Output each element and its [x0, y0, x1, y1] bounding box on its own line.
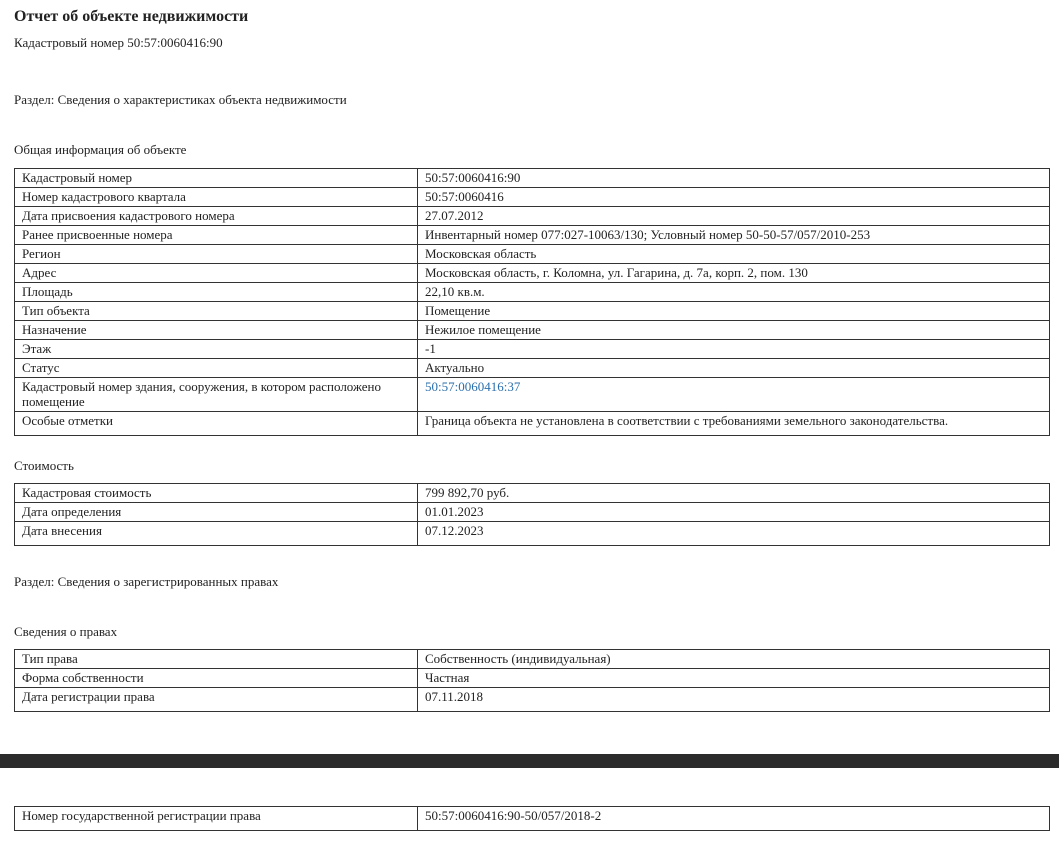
- table-row: [15, 359, 1050, 378]
- row-value: Московская область, г. Коломна, ул. Гагарина, д. 7а, корп. 2, пом. 130: [418, 264, 1050, 283]
- general-info-table: [14, 168, 1050, 436]
- row-value: 50:57:0060416: [418, 188, 1050, 207]
- section-rights-heading: Раздел: Сведения о зарегистрированных правах: [14, 574, 279, 589]
- table-row: [15, 650, 1050, 669]
- rights-heading: Сведения о правах: [14, 624, 118, 639]
- page-break-divider: [0, 754, 1059, 768]
- table-row: [15, 264, 1050, 283]
- page-title: Отчет об объекте недвижимости: [14, 8, 249, 25]
- registration-table: [14, 806, 1050, 831]
- table-row: [15, 484, 1050, 503]
- building-cadastral-link[interactable]: 50:57:0060416:37: [425, 379, 521, 394]
- row-label: Дата определения: [15, 503, 418, 522]
- row-value: -1: [418, 340, 1050, 359]
- row-label: Номер государственной регистрации права: [15, 807, 418, 831]
- table-row: [15, 669, 1050, 688]
- row-value: [418, 378, 1050, 412]
- row-label: Назначение: [15, 321, 418, 340]
- row-label: Адрес: [15, 264, 418, 283]
- row-label: Тип права: [15, 650, 418, 669]
- row-label: Тип объекта: [15, 302, 418, 321]
- row-value: Актуально: [418, 359, 1050, 378]
- row-label: Кадастровый номер: [15, 169, 418, 188]
- table-row: [15, 283, 1050, 302]
- row-label: Особые отметки: [15, 412, 418, 436]
- section-characteristics-heading: Раздел: Сведения о характеристиках объекта недвижимости: [14, 92, 347, 107]
- table-row: [15, 522, 1050, 546]
- row-value: Инвентарный номер 077:027-10063/130; Условный номер 50-50-57/057/2010-253: [418, 226, 1050, 245]
- table-row: [15, 169, 1050, 188]
- table-row: [15, 188, 1050, 207]
- row-label: Номер кадастрового квартала: [15, 188, 418, 207]
- row-value: 50:57:0060416:90-50/057/2018-2: [418, 807, 1050, 831]
- table-row: [15, 503, 1050, 522]
- row-value: 27.07.2012: [418, 207, 1050, 226]
- table-row: [15, 412, 1050, 436]
- row-label: Форма собственности: [15, 669, 418, 688]
- row-value: Помещение: [418, 302, 1050, 321]
- row-value: 01.01.2023: [418, 503, 1050, 522]
- row-value: 22,10 кв.м.: [418, 283, 1050, 302]
- general-info-heading: Общая информация об объекте: [14, 142, 187, 157]
- table-row: [15, 340, 1050, 359]
- rights-table: [14, 649, 1050, 712]
- row-value: Граница объекта не установлена в соответствии с требованиями земельного законодательства.: [418, 412, 1050, 436]
- row-label: Регион: [15, 245, 418, 264]
- row-label: Дата присвоения кадастрового номера: [15, 207, 418, 226]
- table-row: [15, 321, 1050, 340]
- table-row: [15, 688, 1050, 712]
- row-value: Собственность (индивидуальная): [418, 650, 1050, 669]
- row-value: 07.11.2018: [418, 688, 1050, 712]
- table-row: [15, 807, 1050, 831]
- row-label: Дата регистрации права: [15, 688, 418, 712]
- table-row: [15, 378, 1050, 412]
- row-value: Нежилое помещение: [418, 321, 1050, 340]
- cost-table: [14, 483, 1050, 546]
- row-label: Площадь: [15, 283, 418, 302]
- row-value: Частная: [418, 669, 1050, 688]
- row-label: Этаж: [15, 340, 418, 359]
- cadastral-subtitle: Кадастровый номер 50:57:0060416:90: [14, 35, 223, 50]
- table-row: [15, 302, 1050, 321]
- row-value: 07.12.2023: [418, 522, 1050, 546]
- row-label: Кадастровый номер здания, сооружения, в котором расположено помещение: [15, 378, 418, 412]
- table-row: [15, 226, 1050, 245]
- row-label: Кадастровая стоимость: [15, 484, 418, 503]
- row-value: Московская область: [418, 245, 1050, 264]
- row-label: Статус: [15, 359, 418, 378]
- row-label: Дата внесения: [15, 522, 418, 546]
- table-row: [15, 245, 1050, 264]
- row-label: Ранее присвоенные номера: [15, 226, 418, 245]
- cost-heading: Стоимость: [14, 458, 74, 473]
- table-row: [15, 207, 1050, 226]
- row-value: 799 892,70 руб.: [418, 484, 1050, 503]
- row-value: 50:57:0060416:90: [418, 169, 1050, 188]
